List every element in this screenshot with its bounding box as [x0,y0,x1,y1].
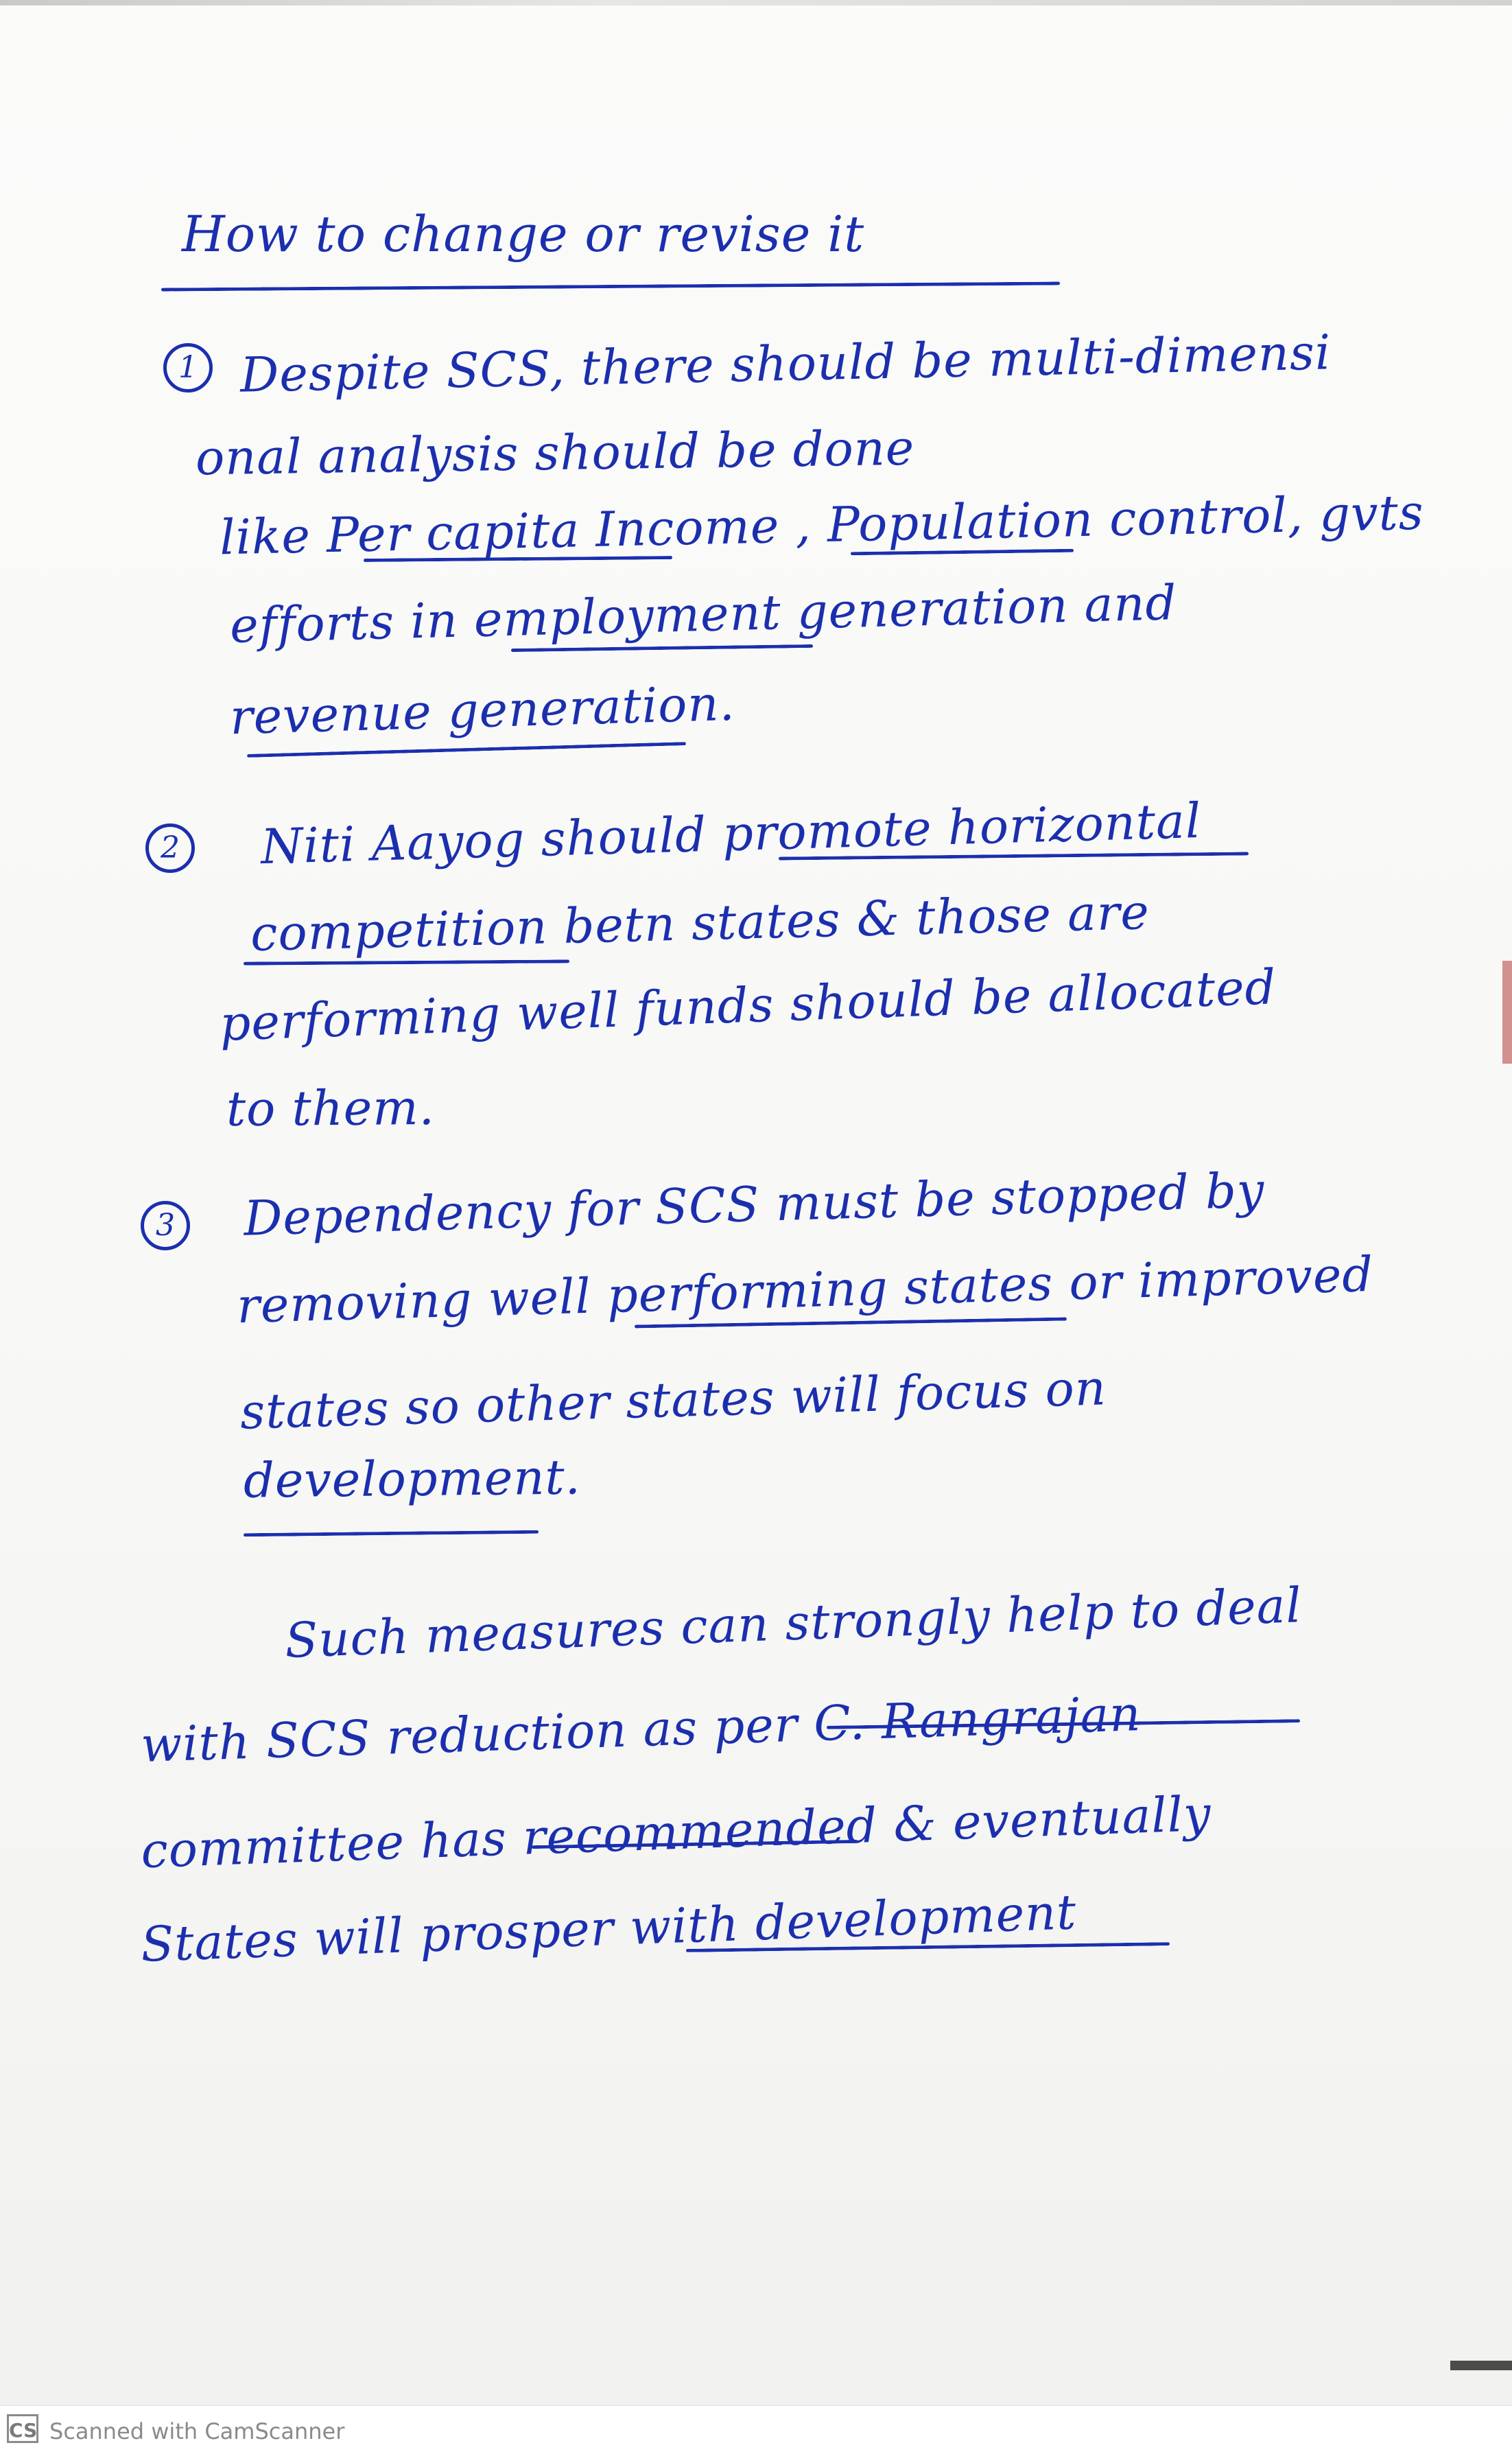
conclusion-line-1: Such measures can strongly help to deal [284,1577,1303,1669]
point-1-line-2: onal analysis should be done [195,419,915,487]
conclusion-line-2: with SCS reduction as per C. Rangrajan [140,1685,1142,1773]
point-3-underline-development [244,1530,539,1537]
point-1-number: 1 [163,343,213,393]
point-3-number: 3 [141,1201,190,1250]
point-1-line-3: like Per capita Income , Population control, gvts [219,484,1425,566]
point-1-underline-revenue [247,742,686,758]
page-edge-mark [1502,961,1512,1064]
point-1-line-1: Despite SCS, there should be multi-dimensi [239,324,1332,404]
point-2-line-2: competition betn states & those are [250,883,1150,963]
point-1-line-4: efforts in employment generation and [229,574,1178,654]
conclusion-line-3: committee has recommended & eventually [140,1785,1212,1880]
point-2-line-4: to them. [226,1079,436,1138]
point-1-line-5: revenue generation. [228,675,736,746]
heading-underline [161,281,1060,291]
point-2-number: 2 [145,823,195,873]
point-3-line-4: development. [243,1449,582,1509]
point-3-line-1: Dependency for SCS must be stopped by [243,1162,1266,1247]
page-heading: How to change or revise it [182,205,865,263]
point-2-line-1: Niti Aayog should promote horizontal [260,792,1203,876]
page-top-edge [0,0,1512,5]
point-2-line-3: performing well funds should be allocated [219,959,1277,1052]
scanner-footer [0,2405,1512,2454]
camscanner-logo: CS [7,2414,38,2443]
point-3-line-3: states so other states will focus on [239,1359,1107,1440]
conclusion-line-4: States will prosper with development [139,1884,1078,1973]
page-edge-shadow [1450,2361,1512,2370]
point-3-line-2: removing well performing states or improved [236,1246,1375,1335]
camscanner-watermark: Scanned with CamScanner [49,2418,345,2444]
